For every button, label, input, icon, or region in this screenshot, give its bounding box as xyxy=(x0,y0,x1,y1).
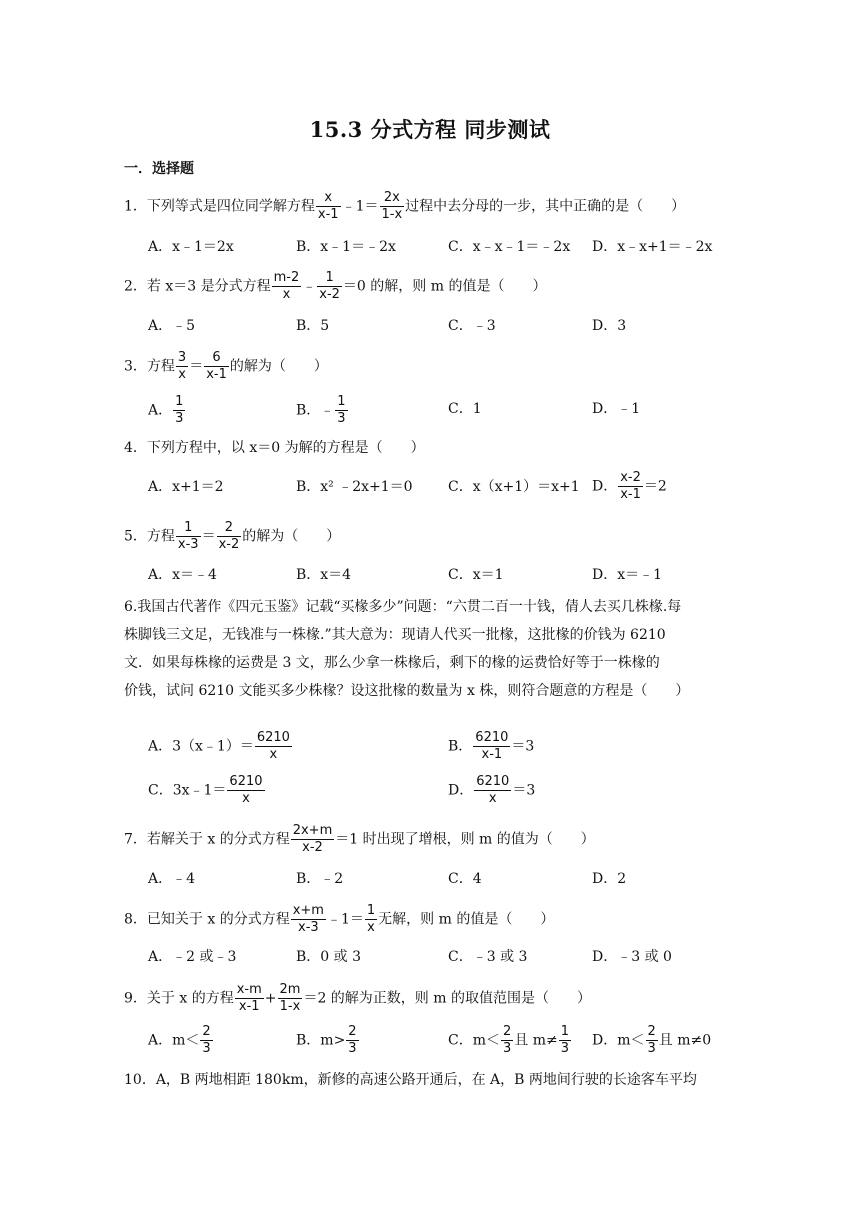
option-a[interactable]: A．x﹣1＝2x xyxy=(148,239,234,255)
option-d[interactable]: D．2 xyxy=(592,871,627,887)
question-number: 4． xyxy=(124,440,147,456)
option-d[interactable]: D．﹣1 xyxy=(592,401,641,417)
question-number: 5． xyxy=(124,528,147,545)
option-b[interactable]: B．﹣ $\frac{1}{3}$ xyxy=(296,394,346,426)
option-c[interactable]: C．1 xyxy=(448,401,482,417)
option-c[interactable]: C．﹣3 或 3 xyxy=(448,949,528,965)
option-a[interactable]: A．﹣4 xyxy=(148,871,196,887)
question-9: 9．关于 x 的方程 $\frac{x-m}{x-1}$ + $\frac{2m}{1-x}$ ＝2 的解为正数，则 m 的取值范围是（ ） xyxy=(124,982,591,1014)
question-number: 3． xyxy=(124,358,147,375)
option-a[interactable]: A．3（x﹣1）＝ $\frac{6210}{x}$ xyxy=(148,730,290,762)
question-1: 1．下列等式是四位同学解方程 $\frac{x}{x-1}$ ﹣1＝ $\frac{2x}{1-x}$ 过程中去分母的一步，其中正确的是（ ） xyxy=(124,190,686,222)
option-c[interactable]: C．x＝1 xyxy=(448,567,504,583)
option-c[interactable]: C．x（x+1）＝x+1 xyxy=(448,479,580,495)
fraction: $\frac{2x}{1-x}$ xyxy=(381,190,403,222)
option-a[interactable]: A．﹣2 或﹣3 xyxy=(148,949,237,965)
option-b[interactable]: B．﹣2 xyxy=(296,871,344,887)
question-6: 6.我国古代著作《四元玉鉴》记载“买椽多少”问题：“六贯二百一十钱，倩人去买几株椽.每 株脚钱三文足，无钱准与一株椽.”其大意为：现请人代买一批椽，这批椽的价钱为 6210 文．如果每株椽的运费是 3 文，那么少拿一株椽后，剩下的椽的运费恰好等于一株椽的 价钱，试问 6210 文能买多少株椽？设这批椽的数量为 x 株，则符合题意的方程是（ ） xyxy=(124,599,690,699)
option-d[interactable]: D．x＝﹣1 xyxy=(592,567,663,583)
question-8: 8．已知关于 x 的分式方程 $\frac{x+m}{x-3}$ ﹣1＝ $\frac{1}{x}$ 无解，则 m 的值是（ ） xyxy=(124,903,555,935)
fraction: $\frac{1}{x}$ xyxy=(366,903,376,935)
fraction: $\frac{2m}{1-x}$ xyxy=(279,982,301,1014)
fraction: $\frac{1}{x-3}$ xyxy=(177,520,199,552)
fraction: $\frac{2x+m}{x-2}$ xyxy=(292,823,333,855)
option-a[interactable]: A． $\frac{1}{3}$ xyxy=(148,394,184,426)
option-d[interactable]: D．m＜ $\frac{2}{3}$ 且 m≠0 xyxy=(592,1024,712,1056)
option-b[interactable]: B． $\frac{6210}{x-1}$ ＝3 xyxy=(448,730,535,762)
option-b[interactable]: B．5 xyxy=(296,318,330,334)
section-heading: 一．选择题 xyxy=(124,161,194,177)
question-4: 4．下列方程中，以 x＝0 为解的方程是（ ） xyxy=(124,440,425,456)
option-d[interactable]: D．3 xyxy=(592,318,627,334)
option-c[interactable]: C．4 xyxy=(448,871,482,887)
option-c[interactable]: C．﹣3 xyxy=(448,318,496,334)
fraction: $\frac{6}{x-1}$ xyxy=(206,350,227,382)
question-10: 10．A，B 两地相距 180km，新修的高速公路开通后，在 A，B 两地间行驶的长途客车平均 xyxy=(124,1072,697,1088)
fraction: $\frac{x-m}{x-1}$ xyxy=(236,982,262,1014)
page-title: 15.3 分式方程 同步测试 xyxy=(309,117,551,142)
fraction: $\frac{x}{x-1}$ xyxy=(317,190,339,222)
option-d[interactable]: D． $\frac{6210}{x}$ ＝3 xyxy=(448,774,536,806)
question-7: 7．若解关于 x 的分式方程 $\frac{2x+m}{x-2}$ ＝1 时出现了增根，则 m 的值为（ ） xyxy=(124,823,595,855)
option-d[interactable]: D．﹣3 或 0 xyxy=(592,949,672,965)
fraction: $\frac{x+m}{x-3}$ xyxy=(292,903,324,935)
option-b[interactable]: B．x＝4 xyxy=(296,567,352,583)
question-number: 2． xyxy=(124,278,147,295)
question-number: 1． xyxy=(124,198,147,215)
option-d[interactable]: D． $\frac{x-2}{x-1}$ ＝2 xyxy=(592,470,667,502)
option-b[interactable]: B．0 或 3 xyxy=(296,949,362,965)
option-b[interactable]: B．x² ﹣2x+1＝0 xyxy=(296,479,413,495)
question-text: 下列等式是四位同学解方程 xyxy=(146,198,315,215)
option-b[interactable]: B．m> $\frac{2}{3}$ xyxy=(296,1024,357,1056)
question-number: 8． xyxy=(124,911,147,928)
fraction: $\frac{m-2}{x}$ xyxy=(273,270,300,302)
option-d[interactable]: D．x﹣x+1＝﹣2x xyxy=(592,239,713,255)
question-5: 5．方程 $\frac{1}{x-3}$ ＝ $\frac{2}{x-2}$ 的解为（ ） xyxy=(124,520,341,552)
question-3: 3．方程 $\frac{3}{x}$ ＝ $\frac{6}{x-1}$ 的解为（ ） xyxy=(124,350,328,382)
fraction: $\frac{1}{x-2}$ xyxy=(319,270,340,302)
question-2: 2．若 x＝3 是分式方程 $\frac{m-2}{x}$ ﹣ $\frac{1}{x-2}$ ＝0 的解，则 m 的值是（ ） xyxy=(124,270,547,302)
fraction: $\frac{2}{x-2}$ xyxy=(218,520,240,552)
option-b[interactable]: B．x﹣1＝﹣2x xyxy=(296,239,396,255)
option-a[interactable]: A．﹣5 xyxy=(148,318,196,334)
option-a[interactable]: A．x＝﹣4 xyxy=(148,567,217,583)
option-c[interactable]: C．m＜ $\frac{2}{3}$ 且 m≠ $\frac{1}{3}$ xyxy=(448,1024,570,1056)
option-a[interactable]: A．m＜ $\frac{2}{3}$ xyxy=(148,1024,211,1056)
fraction: $\frac{3}{x}$ xyxy=(177,350,187,382)
option-c[interactable]: C．3x﹣1＝ $\frac{6210}{x}$ xyxy=(148,774,263,806)
question-number: 7． xyxy=(124,831,147,848)
question-number: 9． xyxy=(124,990,147,1007)
option-a[interactable]: A．x+1＝2 xyxy=(148,479,224,495)
option-c[interactable]: C．x﹣x﹣1＝﹣2x xyxy=(448,239,571,255)
